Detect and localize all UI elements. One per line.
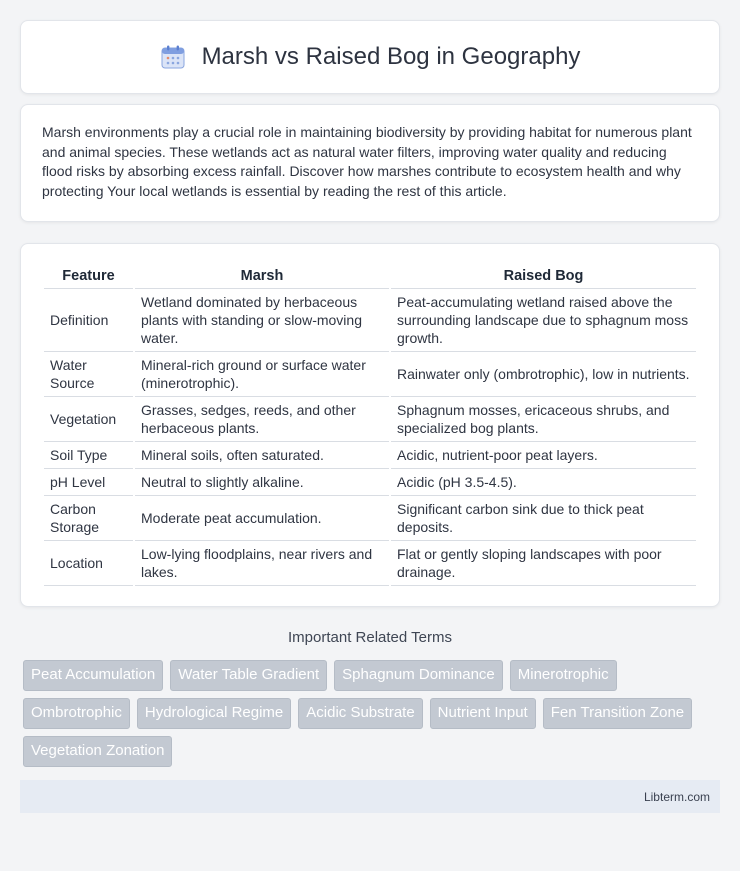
feature-cell: Carbon Storage — [44, 496, 133, 541]
feature-cell: Definition — [44, 289, 133, 352]
related-terms-tags — [20, 660, 720, 767]
footer-site-link[interactable]: Libterm.com — [643, 789, 710, 804]
table-header-row — [44, 262, 696, 289]
tag-acidic-substrate[interactable]: Acidic Substrate — [298, 698, 422, 729]
bog-cell: Significant carbon sink due to thick peat deposits. — [391, 496, 696, 541]
marsh-cell: Mineral soils, often saturated. — [135, 442, 389, 469]
tag-nutrient-input[interactable]: Nutrient Input — [430, 698, 536, 729]
marsh-cell: Mineral-rich ground or surface water (minerotrophic). — [135, 352, 389, 397]
tag-fen-transition-zone[interactable]: Fen Transition Zone — [543, 698, 692, 729]
marsh-cell: Wetland dominated by herbaceous plants with standing or slow-moving water. — [135, 289, 389, 352]
feature-cell: Soil Type — [44, 442, 133, 469]
tag-hydrological-regime[interactable]: Hydrological Regime — [137, 698, 291, 729]
table-row — [44, 289, 696, 352]
page-title: Marsh vs Raised Bog in Geography — [201, 43, 581, 70]
bog-cell: Acidic, nutrient-poor peat layers. — [391, 442, 696, 469]
tag-vegetation-zonation[interactable]: Vegetation Zonation — [23, 736, 172, 767]
intro-card — [20, 104, 720, 222]
header-feature: Feature — [44, 262, 133, 289]
table-row — [44, 541, 696, 586]
bog-cell: Acidic (pH 3.5-4.5). — [391, 469, 696, 496]
tag-peat-accumulation[interactable]: Peat Accumulation — [23, 660, 163, 691]
related-terms-title: Important Related Terms — [288, 629, 452, 646]
related-terms-section — [20, 629, 720, 767]
bog-cell: Sphagnum mosses, ericaceous shrubs, and specialized bog plants. — [391, 397, 696, 442]
bog-cell: Peat-accumulating wetland raised above the surrounding landscape due to sphagnum moss growth. — [391, 289, 696, 352]
feature-cell: Vegetation — [44, 397, 133, 442]
tag-sphagnum-dominance[interactable]: Sphagnum Dominance — [334, 660, 503, 691]
marsh-cell: Moderate peat accumulation. — [135, 496, 389, 541]
bog-cell: Flat or gently sloping landscapes with poor drainage. — [391, 541, 696, 586]
bog-cell: Rainwater only (ombrotrophic), low in nutrients. — [391, 352, 696, 397]
intro-paragraph: Marsh environments play a crucial role in maintaining biodiversity by providing habitat for numerous plant and animal species. These wetlands act as natural water filters, improving water quality and reducing flood risks by absorbing excess rainfall. Discover how marshes contribute to ecosystem health and why protecting Your local wetlands is essential by reading the rest of this article. — [42, 124, 692, 199]
marsh-cell: Neutral to slightly alkaline. — [135, 469, 389, 496]
comparison-table-card — [20, 243, 720, 607]
feature-cell: Water Source — [44, 352, 133, 397]
table-row — [44, 442, 696, 469]
table-row — [44, 496, 696, 541]
table-row — [44, 469, 696, 496]
marsh-cell: Grasses, sedges, reeds, and other herbaceous plants. — [135, 397, 389, 442]
footer — [20, 780, 720, 813]
tag-ombrotrophic[interactable]: Ombrotrophic — [23, 698, 130, 729]
title-card — [20, 20, 720, 94]
comparison-table — [42, 262, 698, 586]
feature-cell: Location — [44, 541, 133, 586]
header-marsh: Marsh — [135, 262, 389, 289]
table-row — [44, 352, 696, 397]
marsh-cell: Low-lying floodplains, near rivers and lakes. — [135, 541, 389, 586]
tag-minerotrophic[interactable]: Minerotrophic — [510, 660, 617, 691]
table-row — [44, 397, 696, 442]
header-raised-bog: Raised Bog — [391, 262, 696, 289]
tag-water-table-gradient[interactable]: Water Table Gradient — [170, 660, 327, 691]
calendar-icon — [160, 44, 186, 70]
feature-cell: pH Level — [44, 469, 133, 496]
